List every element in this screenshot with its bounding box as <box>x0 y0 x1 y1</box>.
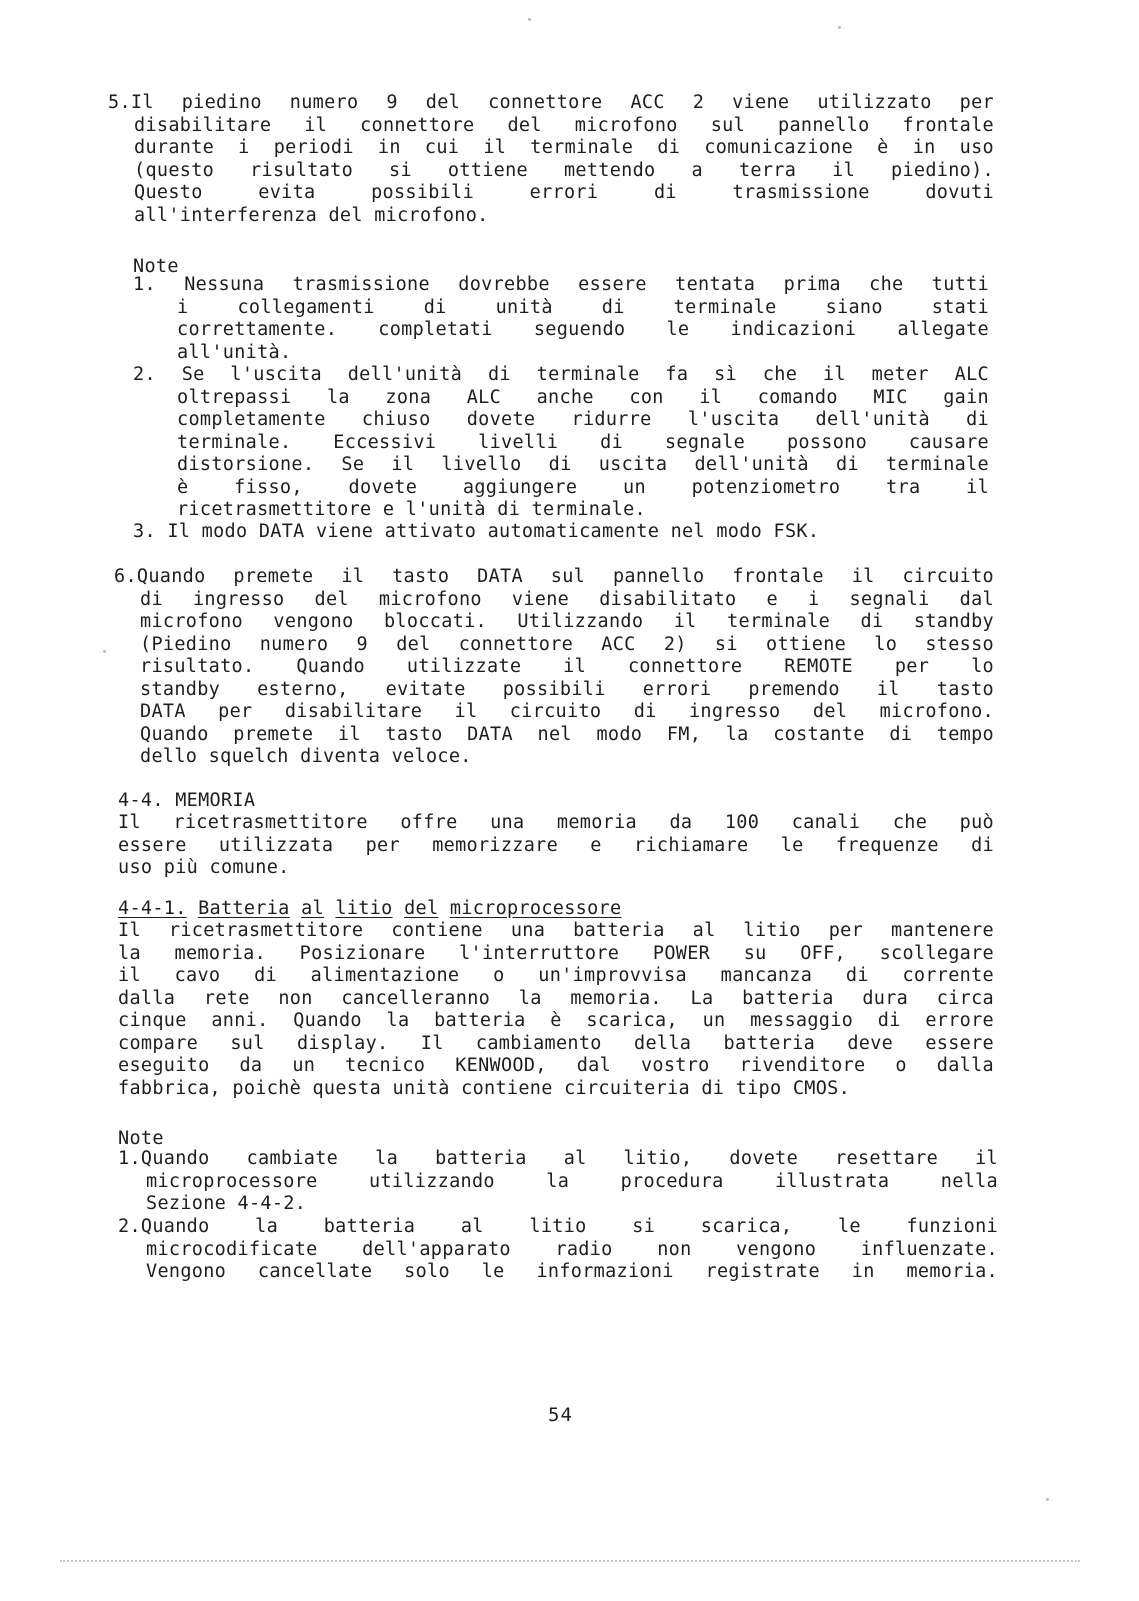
text-line: eseguito da un tecnico KENWOOD, dal vostro rivenditore o dalla <box>118 1055 994 1076</box>
text-line: cinque anni. Quando la batteria è scarica, un messaggio di errore <box>118 1010 994 1031</box>
heading-word: del <box>404 898 439 919</box>
text-line: ricetrasmettitore e l'unità di terminale. <box>177 499 646 520</box>
text-line: standby esterno, evitate possibili errori premendo il tasto <box>140 678 994 700</box>
text-line: oltrepassi la zona ALC anche con il comando MIC gain <box>177 386 989 408</box>
text-line: terminale. Eccessivi livelli di segnale possono causare <box>177 431 989 453</box>
text-line: la memoria. Posizionare l'interruttore POWER su OFF, scollegare <box>118 942 994 964</box>
text-line: durante i periodi in cui il terminale di comunicazione è in uso <box>134 137 994 158</box>
text-line: 3. Il modo DATA viene attivato automaticamente nel modo FSK. <box>133 521 820 542</box>
text-line: 1.Quando cambiate la batteria al litio, dovete resettare il <box>118 1148 998 1169</box>
text-line: microcodificate dell'apparato radio non vengono influenzate. <box>146 1238 998 1260</box>
text-line: fabbrica, poichè questa unità contiene circuiteria di tipo CMOS. <box>118 1077 851 1099</box>
text-line: completamente chiuso dovete ridurre l'uscita dell'unità di <box>177 409 989 430</box>
paragraph-item-6 <box>114 566 994 769</box>
scan-speck <box>838 26 841 29</box>
note-item-2 <box>133 364 989 522</box>
text-line: microfono vengono bloccati. Utilizzando il terminale di standby <box>140 611 994 632</box>
text-line: è fisso, dovete aggiungere un potenziometro tra il <box>177 476 989 498</box>
subsection-paragraph <box>118 920 994 1100</box>
text-line: risultato. Quando utilizzate il connettore REMOTE per lo <box>140 656 994 677</box>
heading-word: litio <box>335 898 393 919</box>
heading-word: microprocessore <box>449 898 622 919</box>
note-label: Note <box>133 256 179 277</box>
text-line: Sezione 4-4-2. <box>146 1193 307 1214</box>
note-item-3 <box>133 521 989 544</box>
scan-speck <box>1046 1498 1049 1501</box>
subsection-heading <box>118 898 621 921</box>
text-line: i collegamenti di unità di terminale siano stati <box>177 296 989 318</box>
text-line: 2.Quando la batteria al litio si scarica, le funzioni <box>118 1216 998 1237</box>
heading-word: Batteria <box>198 898 290 919</box>
paragraph-item-5 <box>108 92 994 227</box>
text-line: microprocessore utilizzando la procedura illustrata nella <box>146 1170 998 1192</box>
text-line: DATA per disabilitare il circuito di ingresso del microfono. <box>140 701 994 722</box>
scan-speck <box>103 650 106 653</box>
note-item-1 <box>133 274 989 364</box>
text-line: disabilitare il connettore del microfono sul pannello frontale <box>134 114 994 136</box>
text-line: 2. Se l'uscita dell'unità di terminale fa sì che il meter ALC <box>133 364 989 385</box>
text-line: dello squelch diventa veloce. <box>140 746 472 767</box>
heading-word: al <box>301 898 324 919</box>
section-paragraph <box>118 812 994 880</box>
text-line: Quando premete il tasto DATA nel modo FM, la costante di tempo <box>140 723 994 745</box>
scan-speck <box>528 18 531 21</box>
text-line: compare sul display. Il cambiamento della batteria deve essere <box>118 1032 994 1054</box>
note-item-2 <box>118 1216 998 1284</box>
text-line: 5.Il piedino numero 9 del connettore ACC 2 viene utilizzato per <box>108 92 994 113</box>
note-label: Note <box>118 1128 164 1149</box>
text-line: distorsione. Se il livello di uscita dell'unità di terminale <box>177 454 989 475</box>
text-line: all'interferenza del microfono. <box>134 204 489 226</box>
page-number: 54 <box>548 1404 573 1426</box>
text-line: Vengono cancellate solo le informazioni registrate in memoria. <box>146 1261 998 1282</box>
text-line: 6.Quando premete il tasto DATA sul pannello frontale il circuito <box>114 566 994 587</box>
text-line: uso più comune. <box>118 857 290 878</box>
heading-number: 4-4-1. <box>118 898 187 919</box>
text-line: Il ricetrasmettitore offre una memoria da 100 canali che può <box>118 812 994 833</box>
text-line: il cavo di alimentazione o un'improvvisa mancanza di corrente <box>118 965 994 986</box>
text-line: Questo evita possibili errori di trasmissione dovuti <box>134 182 994 203</box>
note-item-1 <box>118 1148 998 1216</box>
scan-noise-line <box>60 1560 1080 1564</box>
text-line: dalla rete non cancelleranno la memoria. La batteria dura circa <box>118 987 994 1009</box>
section-heading: 4-4. MEMORIA <box>118 790 256 811</box>
text-line: (Piedino numero 9 del connettore ACC 2) si ottiene lo stesso <box>140 633 994 655</box>
text-line: (questo risultato si ottiene mettendo a terra il piedino). <box>134 159 994 181</box>
text-line: 1. Nessuna trasmissione dovrebbe essere tentata prima che tutti <box>133 274 989 295</box>
text-line: di ingresso del microfono viene disabilitato e i segnali dal <box>140 588 994 610</box>
text-line: all'unità. <box>177 341 292 363</box>
text-line: essere utilizzata per memorizzare e richiamare le frequenze di <box>118 834 994 856</box>
text-line: Il ricetrasmettitore contiene una batteria al litio per mantenere <box>118 920 994 941</box>
text-line: correttamente. completati seguendo le indicazioni allegate <box>177 319 989 340</box>
